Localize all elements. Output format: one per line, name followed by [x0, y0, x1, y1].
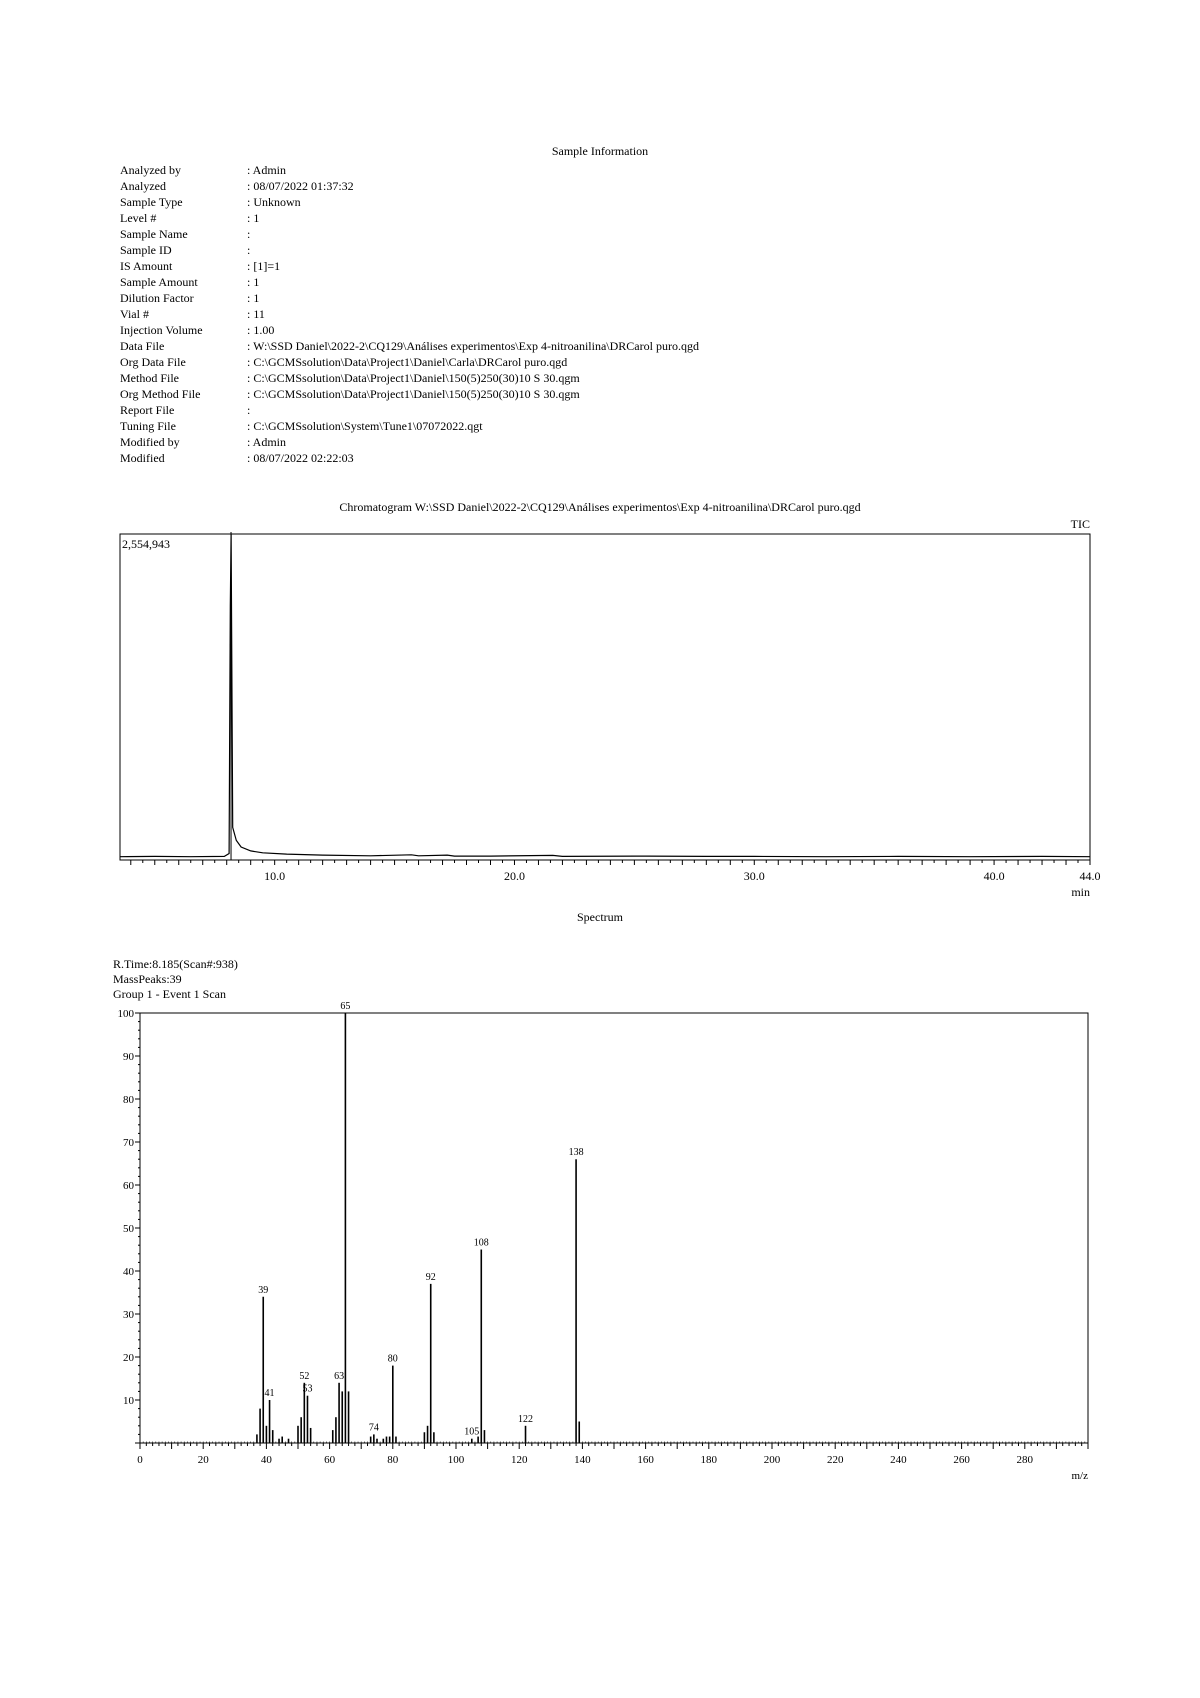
info-value: : [247, 243, 251, 257]
chromatogram-x-tick-label: 40.0 [983, 869, 1005, 883]
spectrum-x-tick-label: 140 [574, 1454, 591, 1466]
info-value: : C:\GCMSsolution\Data\Project1\Daniel\150(5)250(30)10 S 30.qgm [247, 387, 580, 401]
spectrum-peak-label: 53 [302, 1383, 313, 1395]
spectrum-peak-label: 41 [264, 1388, 275, 1399]
info-row [120, 162, 699, 178]
info-value: : 1 [247, 275, 260, 289]
info-row [120, 274, 699, 290]
info-label: Analyzed [120, 179, 166, 193]
max-intensity-label: 2,554,943 [122, 537, 170, 551]
info-row [120, 194, 699, 210]
spectrum-x-tick-label: 240 [890, 1454, 907, 1466]
info-row [120, 402, 699, 418]
spectrum-retention-time: R.Time:8.185(Scan#:938) [113, 957, 238, 971]
info-label: Level # [120, 211, 157, 225]
spectrum-peak-label: 122 [518, 1413, 534, 1425]
info-label: Method File [120, 371, 179, 385]
chromatogram-frame [120, 534, 1090, 860]
info-label: Dilution Factor [120, 291, 194, 305]
info-label: Org Method File [120, 387, 201, 401]
info-label: Modified [120, 451, 165, 465]
spectrum-x-tick-label: 0 [137, 1454, 143, 1466]
spectrum-x-tick-label: 160 [637, 1454, 654, 1466]
info-label: Sample Amount [120, 275, 198, 289]
info-value: : 1.00 [247, 323, 275, 337]
info-value: : 08/07/2022 02:22:03 [247, 451, 354, 465]
info-value: : [1]=1 [247, 259, 281, 273]
spectrum-peak-label: 65 [340, 1001, 351, 1012]
info-row [120, 354, 699, 370]
spectrum-y-tick-label: 80 [123, 1094, 134, 1106]
spectrum-x-tick-label: 40 [260, 1454, 272, 1466]
spectrum-y-tick-label: 20 [123, 1352, 134, 1364]
info-value: : 11 [247, 307, 265, 321]
sample-information-title: Sample Information [551, 144, 649, 158]
info-value: : C:\GCMSsolution\Data\Project1\Daniel\Carla\DRCarol puro.qgd [247, 355, 568, 369]
info-value: : W:\SSD Daniel\2022-2\CQ129\Análises experimentos\Exp 4-nitroanilina\DRCarol puro.qgd [247, 339, 699, 353]
spectrum-mass-peaks: MassPeaks:39 [113, 972, 182, 986]
info-row [120, 322, 699, 338]
info-row [120, 418, 699, 434]
chromatogram-x-tick-label: 44.0 [1079, 869, 1101, 883]
info-row [120, 434, 699, 450]
info-row [120, 306, 699, 322]
spectrum-x-tick-label: 60 [324, 1454, 336, 1466]
info-label: Analyzed by [120, 163, 181, 177]
info-label: Modified by [120, 435, 180, 449]
info-value: : [247, 227, 251, 241]
info-value: : [247, 403, 251, 417]
info-value: : Unknown [247, 195, 301, 209]
info-row [120, 178, 699, 194]
spectrum-y-tick-label: 30 [123, 1309, 134, 1321]
spectrum-x-tick-label: 200 [763, 1454, 781, 1466]
spectrum-y-tick-label: 90 [123, 1051, 134, 1063]
spectrum-x-axis-label: m/z [1071, 1470, 1088, 1482]
spectrum-y-tick-label: 70 [123, 1137, 134, 1149]
info-label: Report File [120, 403, 175, 417]
info-label: Sample Name [120, 227, 188, 241]
chromatogram-x-axis-label: min [1071, 885, 1090, 899]
info-label: Injection Volume [120, 323, 203, 337]
info-row [120, 290, 699, 306]
info-row [120, 210, 699, 226]
spectrum-y-tick-label: 40 [123, 1266, 134, 1278]
chromatogram-x-tick-label: 20.0 [503, 869, 525, 883]
spectrum-peak-label: 63 [334, 1370, 345, 1382]
info-label: IS Amount [120, 259, 173, 273]
info-value: : Admin [247, 163, 287, 177]
tic-trace [120, 534, 1090, 857]
spectrum-peak-label: 74 [368, 1422, 379, 1434]
spectrum-scan-group: Group 1 - Event 1 Scan [113, 987, 226, 1001]
spectrum-x-tick-label: 260 [953, 1454, 970, 1466]
info-row [120, 370, 699, 386]
spectrum-frame [140, 1013, 1088, 1443]
tic-label: TIC [1070, 517, 1090, 531]
info-row [120, 338, 699, 354]
spectrum-x-tick-label: 180 [700, 1454, 718, 1466]
chromatogram-x-tick-label: 30.0 [743, 869, 765, 883]
chromatogram-x-tick-label: 10.0 [264, 869, 286, 883]
spectrum-peak-label: 108 [473, 1237, 489, 1249]
spectrum-x-tick-label: 220 [826, 1454, 844, 1466]
spectrum-x-tick-label: 80 [387, 1454, 399, 1466]
spectrum-x-tick-label: 20 [197, 1454, 209, 1466]
spectrum-y-tick-label: 100 [117, 1008, 134, 1020]
spectrum-x-tick-label: 100 [447, 1454, 465, 1466]
chromatogram-title: Chromatogram W:\SSD Daniel\2022-2\CQ129\Análises experimentos\Exp 4-nitroanilina\DRCarol puro.qgd [339, 500, 861, 514]
info-label: Vial # [120, 307, 149, 321]
info-label: Data File [120, 339, 165, 353]
sample-info-table [120, 162, 699, 466]
spectrum-chart [0, 945, 1200, 1485]
spectrum-peak-label: 80 [387, 1353, 398, 1365]
spectrum-y-tick-label: 50 [123, 1223, 134, 1235]
spectrum-peak-label: 52 [299, 1370, 310, 1382]
info-value: : C:\GCMSsolution\Data\Project1\Daniel\150(5)250(30)10 S 30.qgm [247, 371, 580, 385]
info-value: : C:\GCMSsolution\System\Tune1\07072022.qgt [247, 419, 483, 433]
info-row [120, 386, 699, 402]
spectrum-peak-label: 39 [258, 1284, 269, 1296]
chromatogram-chart [0, 510, 1200, 910]
info-row [120, 258, 699, 274]
info-label: Sample ID [120, 243, 172, 257]
info-label: Sample Type [120, 195, 183, 209]
info-row [120, 242, 699, 258]
info-label: Org Data File [120, 355, 186, 369]
spectrum-title: Spectrum [577, 910, 623, 924]
info-row [120, 226, 699, 242]
info-label: Tuning File [120, 419, 176, 433]
spectrum-peak-label: 138 [568, 1147, 584, 1159]
spectrum-peak-label: 92 [425, 1271, 436, 1283]
spectrum-y-tick-label: 10 [123, 1395, 134, 1407]
spectrum-peak-label: 105 [464, 1426, 480, 1438]
info-value: : 1 [247, 211, 260, 225]
spectrum-y-tick-label: 60 [123, 1180, 134, 1192]
spectrum-x-tick-label: 120 [510, 1454, 528, 1466]
spectrum-x-tick-label: 280 [1016, 1454, 1034, 1466]
info-value: : 08/07/2022 01:37:32 [247, 179, 354, 193]
info-value: : Admin [247, 435, 287, 449]
info-row [120, 450, 699, 466]
info-value: : 1 [247, 291, 260, 305]
